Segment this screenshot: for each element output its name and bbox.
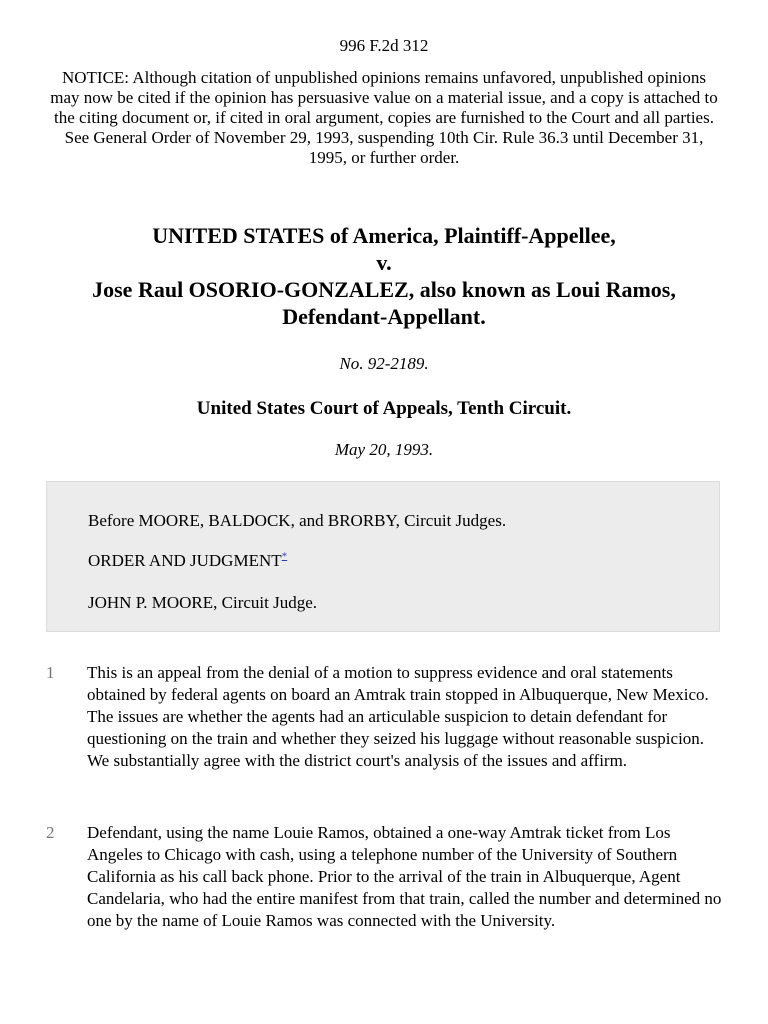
judges-panel xyxy=(46,481,720,632)
paragraph-number: 2 xyxy=(46,823,55,842)
panel-judges: Before MOORE, BALDOCK, and BRORBY, Circuit Judges. xyxy=(88,511,507,530)
court-name: United States Court of Appeals, Tenth Circuit. xyxy=(196,398,572,419)
case-citation: 996 F.2d 312 xyxy=(339,36,429,55)
paragraph-number: 1 xyxy=(46,663,55,682)
plaintiff-line: UNITED STATES of America, Plaintiff-Appellee, xyxy=(152,223,616,248)
paragraph-text: Defendant, using the name Louie Ramos, obtained a one-way Amtrak ticket from Los Angeles to Chicago with cash, using a telephone number of the University of Southern California as his call back phone. Prior to the arrival of the train in Albuquerque, Agent Candelaria, who had the entire manifest from that train, called the number and determined no one by the name of Louie Ramos was connected with the University. xyxy=(87,823,722,930)
footnote-link[interactable]: * xyxy=(281,550,288,563)
docket-number: No. 92-2189. xyxy=(339,354,429,373)
versus-line: v. xyxy=(376,250,392,275)
defendant-line: Jose Raul OSORIO-GONZALEZ, also known as Loui Ramos, xyxy=(92,277,676,302)
publication-notice: NOTICE: Although citation of unpublished opinions remains unfavored, unpublished opinions may now be cited if the opinion has persuasive value on a material issue, and a copy is attached to the citing document or, if cited in oral argument, copies are furnished to the Court and all parties. See General Order of November 29, 1993, suspending 10th Cir. Rule 36.3 until December 31, 1995, or further order. xyxy=(50,68,718,167)
order-title-line xyxy=(88,551,287,571)
case-caption xyxy=(0,222,768,330)
defendant-role-line: Defendant-Appellant. xyxy=(282,304,486,329)
decision-date: May 20, 1993. xyxy=(334,440,434,459)
paragraph-text: This is an appeal from the denial of a motion to suppress evidence and oral statements obtained by federal agents on board an Amtrak train stopped in Albuquerque, New Mexico. The issues are whether the agents had an articulable suspicion to detain defendant for questioning on the train and whether they seized his luggage without reasonable suspicion. We substantially agree with the district court's analysis of the issues and affirm. xyxy=(87,663,709,770)
opinion-author: JOHN P. MOORE, Circuit Judge. xyxy=(88,593,318,612)
order-title: ORDER AND JUDGMENT xyxy=(88,551,282,570)
